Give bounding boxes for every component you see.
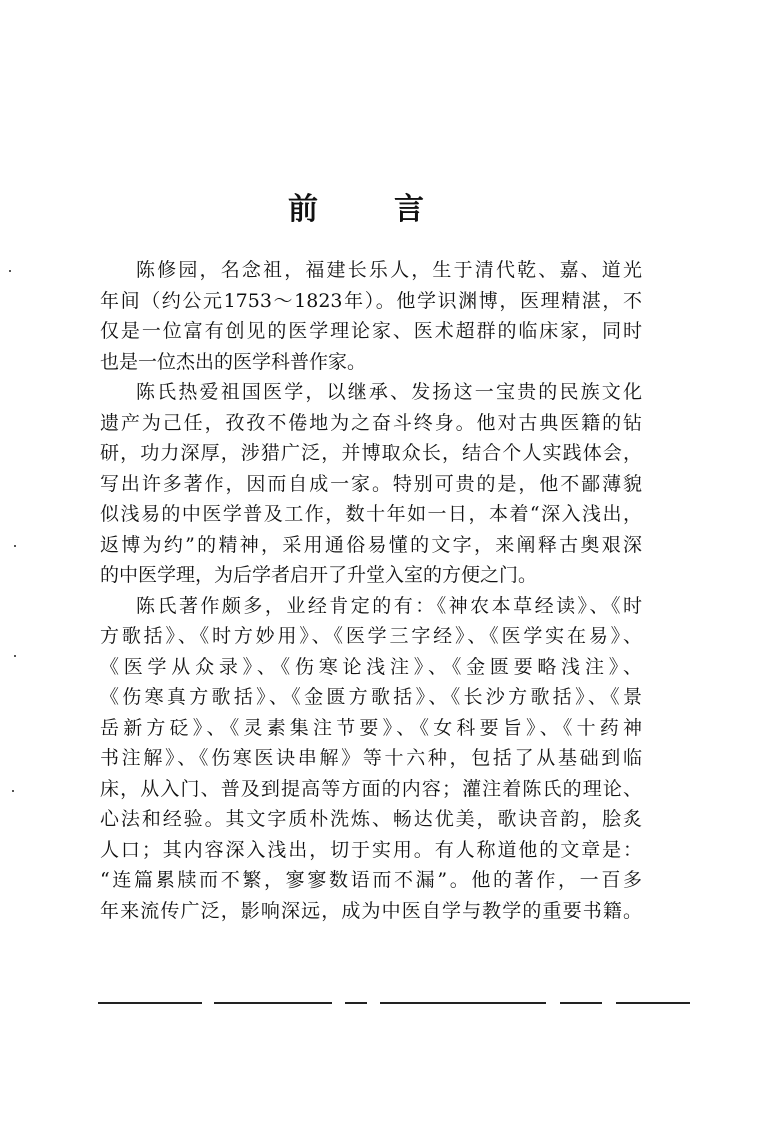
text-line: 陈修园，名念祖，福建长乐人，生于清代乾、嘉、道光 bbox=[136, 259, 642, 281]
scan-speck bbox=[14, 545, 16, 547]
preface-body bbox=[100, 255, 642, 926]
text-line: 陈氏著作颇多，业经肯定的有：《神农本草经读》、《时 bbox=[136, 594, 642, 617]
text-line: 返博为约”的精神，采用通俗易懂的文字，来阐释古奥艰深 bbox=[100, 533, 642, 556]
bottom-rule-segment bbox=[345, 1002, 367, 1004]
heading-char-1: 前 bbox=[288, 192, 318, 227]
bottom-rule-segment bbox=[616, 1002, 690, 1004]
scan-speck bbox=[9, 270, 11, 272]
bottom-rule-segment bbox=[380, 1002, 546, 1004]
text-line: 书注解》、《伤寒医诀串解》等十六种，包括了从基础到临 bbox=[100, 747, 642, 769]
text-line: “连篇累牍而不繁，寥寥数语而不漏”。他的著作，一百多 bbox=[100, 869, 642, 891]
heading-char-2: 言 bbox=[394, 192, 424, 227]
bottom-rule-segment bbox=[214, 1002, 332, 1004]
scan-speck bbox=[14, 655, 16, 657]
page-heading bbox=[0, 184, 777, 227]
text-line: 岳新方砭》、《灵素集注节要》、《女科要旨》、《十药神 bbox=[100, 716, 642, 739]
text-line: 遗产为己任，孜孜不倦地为之奋斗终身。他对古典医籍的钻 bbox=[100, 411, 642, 434]
text-line: 似浅易的中医学普及工作，数十年如一日，本着“深入浅出， bbox=[100, 503, 642, 525]
bottom-rule-segment bbox=[560, 1002, 602, 1004]
scan-speck bbox=[12, 790, 14, 792]
text-line: 的中医学理，为后学者启开了升堂入室的方便之门。 bbox=[100, 564, 538, 586]
text-line: 心法和经验。其文字质朴洗炼、畅达优美，歌诀音韵，脍炙 bbox=[100, 808, 642, 830]
text-line: 年来流传广泛，影响深远，成为中医自学与教学的重要书籍。 bbox=[100, 899, 642, 922]
text-line: 人口；其内容深入浅出，切于实用。有人称道他的文章是： bbox=[100, 838, 642, 861]
text-line: 也是一位杰出的医学科普作家。 bbox=[100, 350, 367, 373]
text-line: 床，从入门、普及到提高等方面的内容；灌注着陈氏的理论、 bbox=[100, 777, 642, 800]
bottom-rule-segment bbox=[98, 1002, 202, 1004]
text-line: 年间（约公元1753～1823年）。他学识渊博，医理精湛，不 bbox=[100, 289, 642, 312]
text-line: 《伤寒真方歌括》、《金匮方歌括》、《长沙方歌括》、《景 bbox=[100, 686, 642, 708]
text-line: 仅是一位富有创见的医学理论家、医术超群的临床家，同时 bbox=[100, 320, 642, 342]
text-line: 《医学从众录》、《伤寒论浅注》、《金匮要略浅注》、 bbox=[100, 655, 642, 678]
text-line: 研，功力深厚，涉猎广泛，并博取众长，结合个人实践体会， bbox=[100, 442, 642, 464]
text-line: 写出许多著作，因而自成一家。特别可贵的是，他不鄙薄貌 bbox=[100, 472, 642, 495]
text-line: 陈氏热爱祖国医学，以继承、发扬这一宝贵的民族文化 bbox=[136, 381, 642, 403]
text-line: 方歌括》、《时方妙用》、《医学三字经》、《医学实在易》、 bbox=[100, 625, 642, 647]
